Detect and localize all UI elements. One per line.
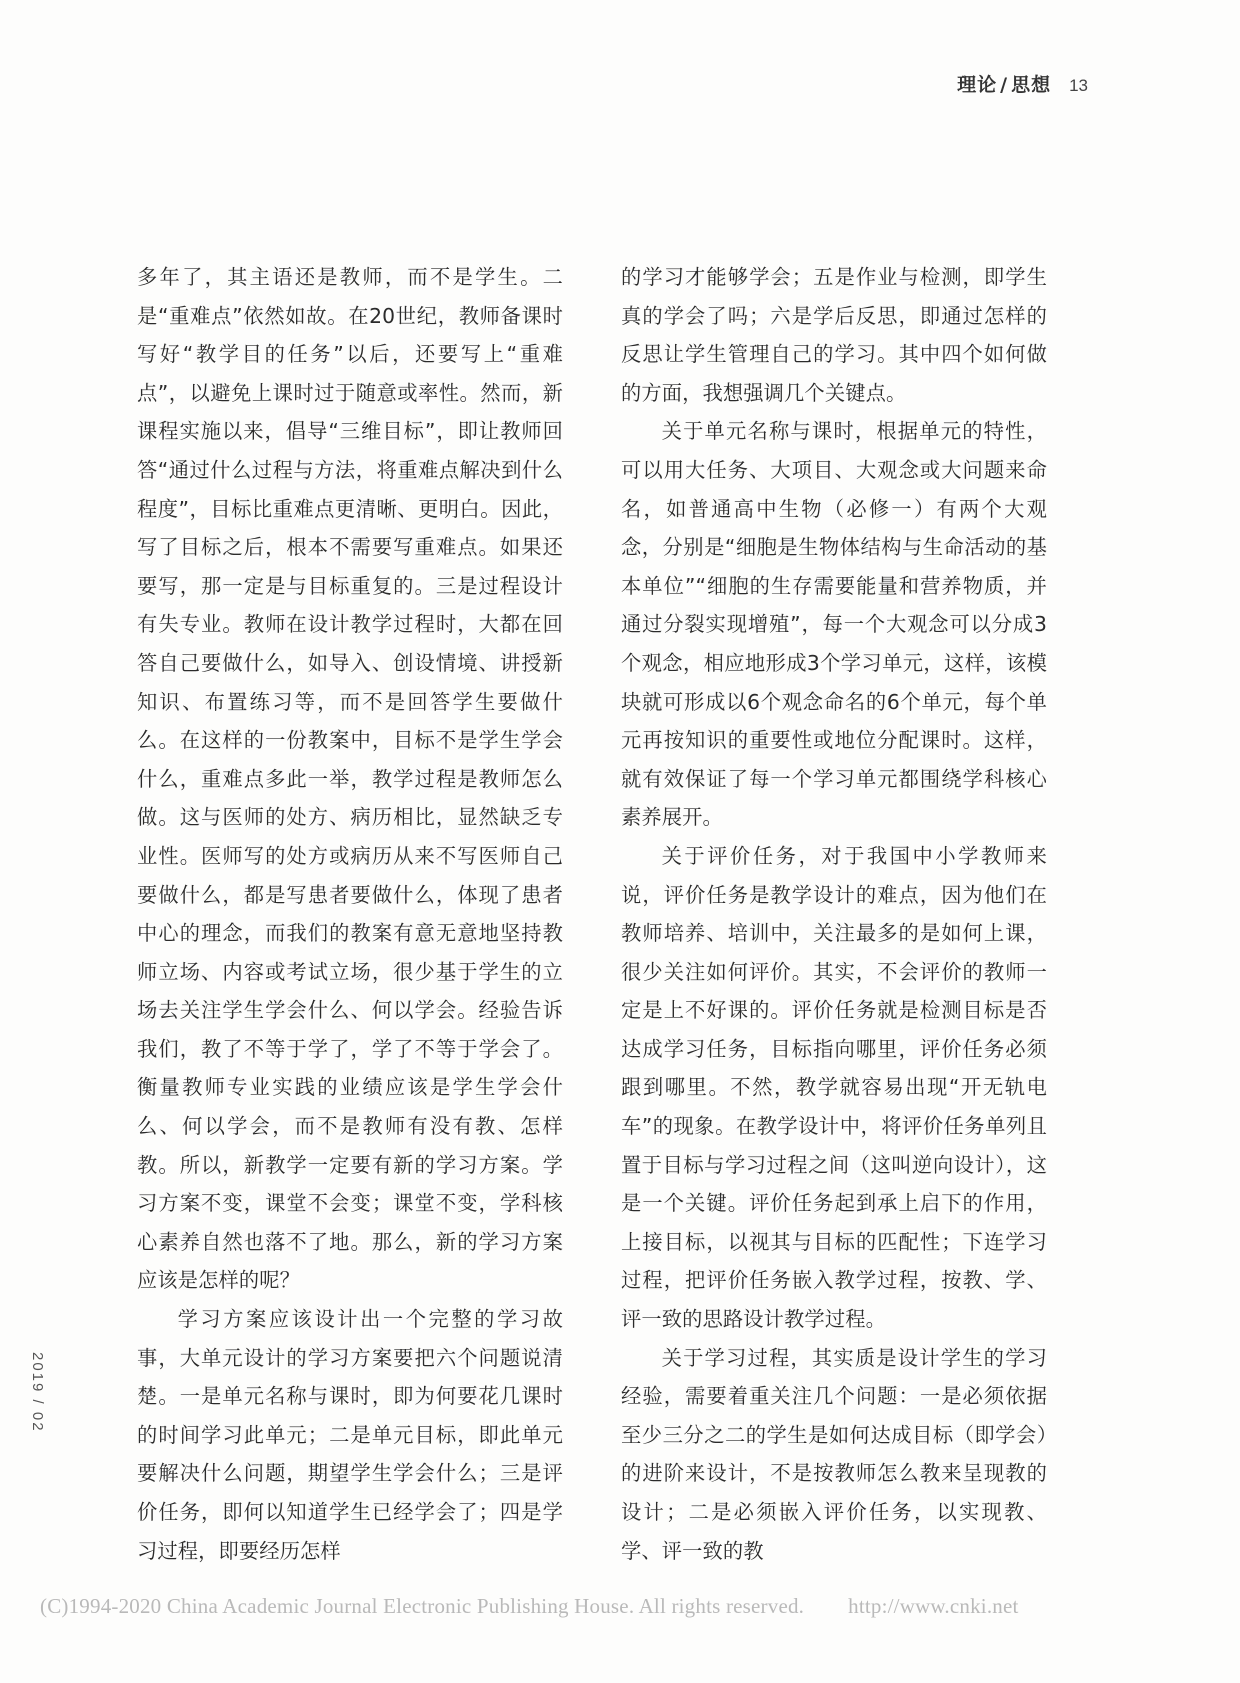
- body-columns: [137, 258, 1047, 1563]
- paragraph: 的学习才能够学会；五是作业与检测，即学生真的学会了吗；六是学后反思，即通过怎样的反思让学生管理自己的学习。其中四个如何做的方面，我想强调几个关键点。: [621, 265, 1047, 405]
- column-right: [621, 258, 1047, 1563]
- paragraph: 关于单元名称与课时，根据单元的特性，可以用大任务、大项目、大观念或大问题来命名，如普通高中生物（必修一）有两个大观念，分别是“细胞是生物体结构与生命活动的基本单位”“细胞的生存需要能量和营养物质，并通过分裂实现增殖”，每一个大观念可以分成3个观念，相应地形成3个学习单元，这样，该模块就可形成以6个观念命名的6个单元，每个单元再按知识的重要性或地位分配课时。这样，就有效保证了每一个学习单元都围绕学科核心素养展开。: [621, 419, 1047, 830]
- paragraph: 学习方案应该设计出一个完整的学习故事，大单元设计的学习方案要把六个问题说清楚。一是单元名称与课时，即为何要花几课时的时间学习此单元；二是单元目标，即此单元要解决什么问题，期望学生学会什么；三是评价任务，即何以知道学生已经学会了；四是学习过程，即要经历怎样: [137, 1307, 563, 1563]
- paragraph: 关于学习过程，其实质是设计学生的学习经验，需要着重关注几个问题：一是必须依据至少三分之二的学生是如何达成目标（即学会）的进阶来设计，不是按教师怎么教来呈现教的设计；二是必须嵌入评价任务，以实现教、学、评一致的教: [621, 1345, 1047, 1563]
- page-number: 13: [1069, 76, 1088, 95]
- running-head: [957, 70, 1088, 97]
- issue-marker: [29, 1352, 86, 1502]
- paragraph: 多年了，其主语还是教师，而不是学生。二是“重难点”依然如故。在20世纪，教师备课时写好“教学目的任务”以后，还要写上“重难点”，以避免上课时过于随意或率性。然而，新课程实施以来，倡导“三维目标”，即让教师回答“通过什么过程与方法，将重难点解决到什么程度”，目标比重难点更清晰、更明白。因此，写了目标之后，根本不需要写重难点。如果还要写，那一定是与目标重复的。三是过程设计有失专业。教师在设计教学过程时，大都在回答自己要做什么，如导入、创设情境、讲授新知识、布置练习等，而不是回答学生要做什么。在这样的一份教案中，目标不是学生学会什么，重难点多此一举，教学过程是教师怎么做。这与医师的处方、病历相比，显然缺乏专业性。医师写的处方或病历从来不写医师自己要做什么，都是写患者要做什么，体现了患者中心的理念，而我们的教案有意无意地坚持教师立场、内容或考试立场，很少基于学生的立场去关注学生学会什么、何以学会。经验告诉我们，教了不等于学了，学了不等于学会了。衡量教师专业实践的业绩应该是学生学会什么、何以学会，而不是教师有没有教、怎样教。所以，新教学一定要有新的学习方案。学习方案不变，课堂不会变；课堂不变，学科核心素养自然也落不了地。那么，新的学习方案应该是怎样的呢？: [137, 265, 563, 1293]
- column-left: [137, 258, 563, 1563]
- paragraph: 关于评价任务，对于我国中小学教师来说，评价任务是教学设计的难点，因为他们在教师培养、培训中，关注最多的是如何上课，很少关注如何评价。其实，不会评价的教师一定是上不好课的。评价任务就是检测目标是否达成学习任务，目标指向哪里，评价任务必须跟到哪里。不然，教学就容易出现“开无轨电车”的现象。在教学设计中，将评价任务单列且置于目标与学习过程之间（这叫逆向设计），这是一个关键。评价任务起到承上启下的作用，上接目标，以视其与目标的匹配性；下连学习过程，把评价任务嵌入教学过程，按教、学、评一致的思路设计教学过程。: [621, 843, 1047, 1332]
- running-head-section-left: 理论: [957, 74, 998, 96]
- copyright-url: http://www.cnki.net: [848, 1594, 1019, 1618]
- running-head-section: [957, 70, 1051, 97]
- issue-marker-label: 2019 / 02: [29, 1352, 46, 1433]
- footer-copyright: [40, 1594, 1200, 1619]
- running-head-section-right: 思想: [1011, 74, 1052, 96]
- running-head-separator: /: [1000, 74, 1009, 96]
- copyright-text: (C)1994-2020 China Academic Journal Electronic Publishing House. All rights reserved.: [40, 1594, 805, 1618]
